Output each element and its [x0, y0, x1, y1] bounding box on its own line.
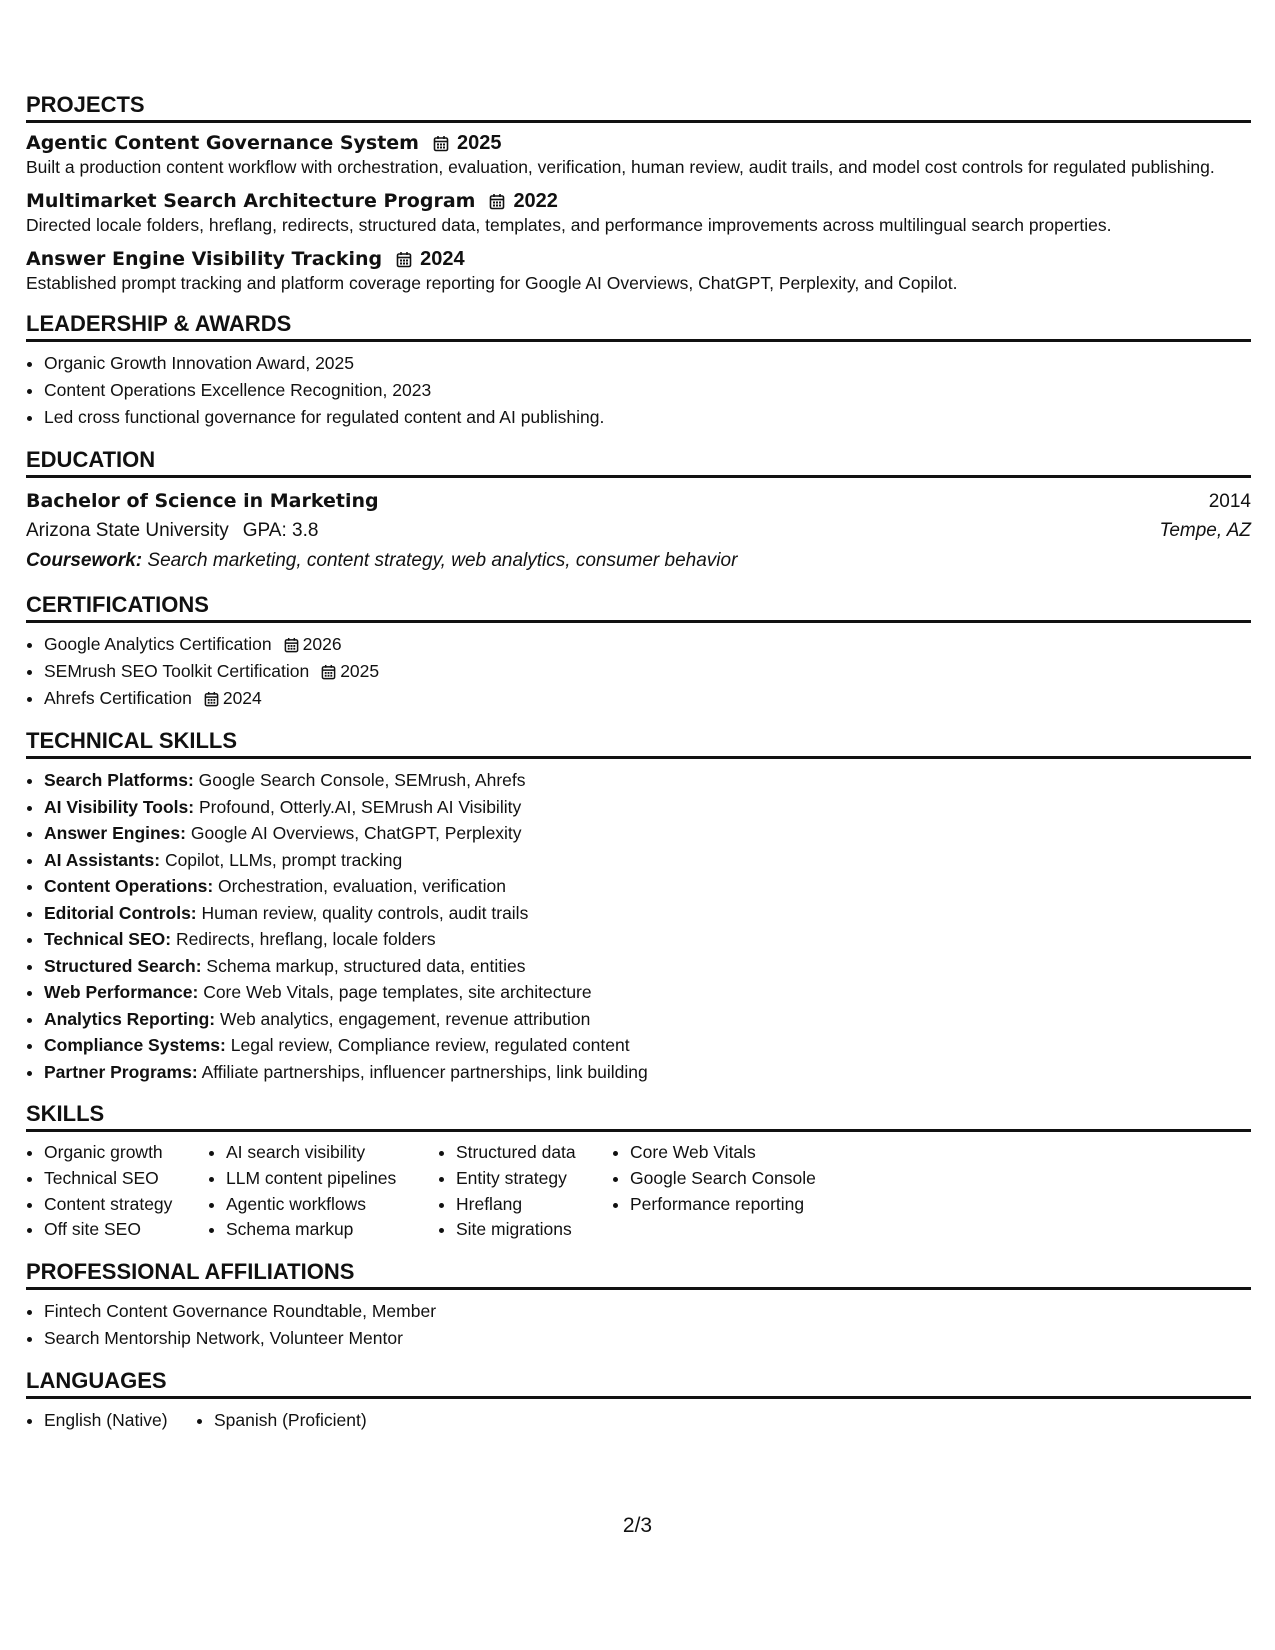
- list-item: [44, 685, 1251, 712]
- skill-values: Orchestration, evaluation, verification: [218, 876, 506, 896]
- skill-values: Web analytics, engagement, revenue attribution: [220, 1008, 591, 1029]
- list-item: • LLM content pipelines: [226, 1166, 438, 1192]
- project-description: Directed locale folders, hreflang, redirects, structured data, templates, and performance improvements across multilingual search properties.: [26, 215, 1112, 235]
- certifications-section: [26, 592, 1251, 712]
- list-item: • Agentic workflows: [226, 1192, 438, 1218]
- list-item: [44, 847, 1251, 874]
- list-item: • Performance reporting: [630, 1192, 870, 1218]
- skill-values: Copilot, LLMs, prompt tracking: [164, 849, 403, 870]
- list-item: • Technical SEO: [44, 1166, 208, 1192]
- section-title-leadership: LEADERSHIP & AWARDS: [26, 311, 1251, 342]
- project-description: Established prompt tracking and platform coverage reporting for Google AI Overviews, ChatGPT, Perplexity, and Copilot.: [26, 273, 958, 293]
- list-item: • English (Native): [44, 1407, 194, 1433]
- list-item: • Hreflang: [456, 1192, 612, 1218]
- section-title-technical-skills: TECHNICAL SKILLS: [26, 728, 1251, 759]
- skill-category: Technical SEO:: [44, 929, 172, 949]
- skill-values: Schema markup, structured data, entities: [206, 955, 526, 976]
- list-item: [44, 794, 1251, 821]
- certification-year: 2024: [222, 688, 262, 708]
- skills-columns: [26, 1140, 1251, 1243]
- skill-category: Web Performance:: [44, 982, 199, 1002]
- skills-column: [438, 1140, 612, 1243]
- section-title-affiliations: PROFESSIONAL AFFILIATIONS: [26, 1259, 1251, 1290]
- certification-name: SEMrush SEO Toolkit Certification: [44, 661, 310, 681]
- skill-values: Human review, quality controls, audit trails: [201, 902, 529, 923]
- section-title-certifications: CERTIFICATIONS: [26, 592, 1251, 623]
- skill-category: AI Visibility Tools:: [44, 796, 195, 817]
- section-title-skills: SKILLS: [26, 1101, 1251, 1132]
- list-item: • AI search visibility: [226, 1140, 438, 1166]
- list-item: [44, 658, 1251, 685]
- project-item: [26, 247, 1251, 295]
- project-name: Answer Engine Visibility Tracking: [26, 248, 383, 270]
- skill-category: Content Operations:: [44, 876, 214, 896]
- skill-values: Affiliate partnerships, influencer partnerships, link building: [201, 1061, 648, 1082]
- education-date: 2014: [1208, 491, 1251, 512]
- skill-category: Answer Engines:: [44, 823, 186, 843]
- list-item: • Organic Growth Innovation Award, 2025: [44, 350, 1251, 377]
- list-item: [44, 1032, 1251, 1059]
- certifications-list: [26, 631, 1251, 712]
- projects-section: [26, 92, 1251, 295]
- skills-section: [26, 1101, 1251, 1243]
- list-item: • Structured data: [456, 1140, 612, 1166]
- leadership-list: [26, 350, 1251, 431]
- coursework-text: Search marketing, content strategy, web analytics, consumer behavior: [147, 550, 738, 571]
- section-title-languages: LANGUAGES: [26, 1368, 1251, 1399]
- coursework-label: Coursework:: [26, 550, 143, 571]
- certification-year: 2026: [302, 634, 342, 654]
- certification-name: Google Analytics Certification: [44, 634, 272, 654]
- education-coursework: [26, 546, 1251, 576]
- list-item: • Core Web Vitals: [630, 1140, 870, 1166]
- list-item: • Content Operations Excellence Recognition, 2023: [44, 377, 1251, 404]
- list-item: • Organic growth: [44, 1140, 208, 1166]
- languages-section: [26, 1368, 1251, 1433]
- calendar-icon: [489, 193, 505, 210]
- skill-category: Partner Programs:: [44, 1061, 198, 1082]
- list-item: [44, 953, 1251, 980]
- skill-category: Search Platforms:: [44, 770, 194, 790]
- project-item: [26, 189, 1251, 237]
- list-item: [44, 631, 1251, 658]
- leadership-section: [26, 311, 1251, 431]
- skill-category: Structured Search:: [44, 955, 202, 976]
- list-item: [44, 900, 1251, 927]
- list-item: [44, 1059, 1251, 1086]
- project-year: 2025: [456, 132, 502, 154]
- project-item: [26, 131, 1251, 179]
- project-name: Multimarket Search Architecture Program: [26, 190, 476, 212]
- calendar-icon: [284, 637, 299, 653]
- skills-column: [612, 1140, 870, 1243]
- skill-values: Google Search Console, SEMrush, Ahrefs: [198, 770, 526, 790]
- list-item: [44, 873, 1251, 900]
- technical-skills-list: [26, 767, 1251, 1085]
- list-item: [44, 1006, 1251, 1033]
- skill-category: AI Assistants:: [44, 849, 161, 870]
- project-year: 2022: [513, 190, 558, 212]
- list-item: • Spanish (Proficient): [214, 1407, 414, 1433]
- list-item: • Fintech Content Governance Roundtable, Member: [44, 1298, 1251, 1325]
- list-item: • Off site SEO: [44, 1217, 208, 1243]
- technical-skills-section: [26, 728, 1251, 1085]
- resume-page: [26, 92, 1251, 1449]
- list-item: • Entity strategy: [456, 1166, 612, 1192]
- list-item: [44, 767, 1251, 794]
- project-name: Agentic Content Governance System: [26, 132, 419, 154]
- list-item: • Site migrations: [456, 1217, 612, 1243]
- certification-name: Ahrefs Certification: [44, 688, 192, 708]
- list-item: • Content strategy: [44, 1192, 208, 1218]
- skill-values: Legal review, Compliance review, regulated content: [230, 1035, 630, 1055]
- list-item: • Led cross functional governance for regulated content and AI publishing.: [44, 404, 1251, 431]
- skills-column: [208, 1140, 438, 1243]
- skill-category: Compliance Systems:: [44, 1035, 226, 1055]
- list-item: [44, 926, 1251, 953]
- list-item: • Google Search Console: [630, 1166, 870, 1192]
- education-degree: Bachelor of Science in Marketing: [26, 490, 379, 512]
- list-item: [44, 820, 1251, 847]
- education-section: [26, 447, 1251, 576]
- skill-category: Editorial Controls:: [44, 902, 197, 923]
- project-description: Built a production content workflow with orchestration, evaluation, verification, human review, audit trails, and model cost controls for regulated publishing.: [26, 157, 1215, 177]
- calendar-icon: [204, 691, 219, 707]
- education-location: Tempe, AZ: [1159, 520, 1251, 541]
- skills-column: [26, 1140, 208, 1243]
- list-item: • Search Mentorship Network, Volunteer Mentor: [44, 1325, 1251, 1352]
- calendar-icon: [321, 664, 336, 680]
- project-year: 2024: [420, 248, 465, 270]
- affiliations-list: [26, 1298, 1251, 1352]
- education-school: Arizona State University: [26, 520, 229, 541]
- calendar-icon: [396, 251, 412, 268]
- list-item: [44, 979, 1251, 1006]
- section-title-education: EDUCATION: [26, 447, 1251, 478]
- languages-list: [26, 1407, 1251, 1433]
- education-gpa: GPA: 3.8: [242, 520, 319, 541]
- skill-values: Core Web Vitals, page templates, site architecture: [203, 982, 592, 1002]
- skill-category: Analytics Reporting:: [44, 1008, 216, 1029]
- skill-values: Redirects, hreflang, locale folders: [175, 929, 436, 949]
- calendar-icon: [433, 135, 449, 152]
- affiliations-section: [26, 1259, 1251, 1352]
- skill-values: Profound, Otterly.AI, SEMrush AI Visibility: [198, 796, 522, 817]
- section-title-projects: PROJECTS: [26, 92, 1251, 123]
- list-item: • Schema markup: [226, 1217, 438, 1243]
- page-number: 2/3: [622, 1514, 653, 1537]
- certification-year: 2025: [340, 661, 380, 681]
- skill-values: Google AI Overviews, ChatGPT, Perplexity: [190, 823, 522, 843]
